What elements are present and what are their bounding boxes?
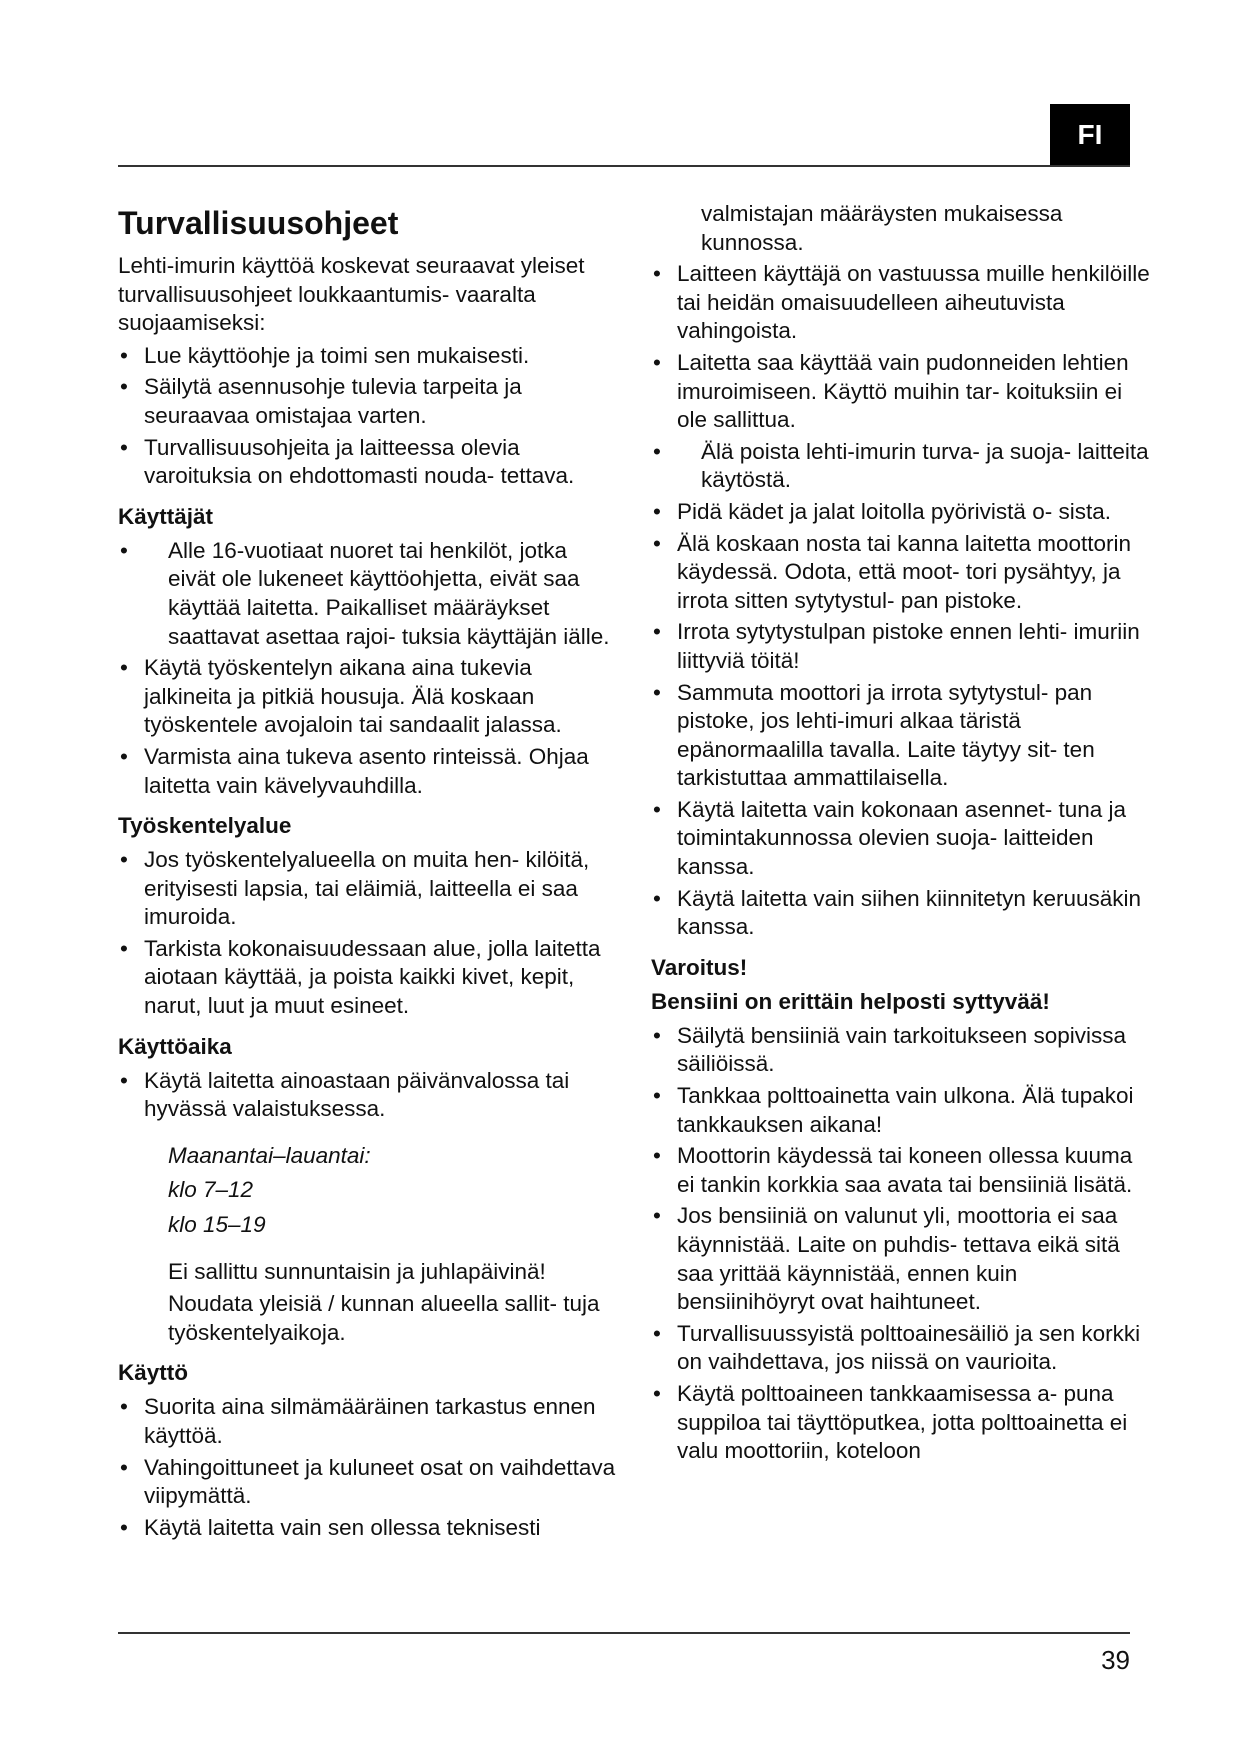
list-item: • Lue käyttöohje ja toimi sen mukaisesti. (118, 342, 618, 371)
use-list-continued (651, 260, 1151, 942)
list-item: • Alle 16-vuotiaat nuoret tai henkilöt, jotka eivät ole lukeneet käyttöohjetta, eivät saa käyttää laitetta. Paikalliset määräykset saattavat asettaa rajoi- tuksia käyttäjän iälle. (118, 537, 618, 651)
bottom-rule (118, 1632, 1130, 1634)
list-item: • Älä poista lehti-imurin turva- ja suoja- laitteita käytöstä. (651, 438, 1151, 495)
schedule-days: Maanantai–lauantai: (168, 1142, 371, 1168)
language-tab: FI (1050, 104, 1130, 166)
time-note-2: Noudata yleisiä / kunnan alueella sallit- tuja työskentelyaikoja. (168, 1291, 600, 1345)
list-item: • Irrota sytytystulpan pistoke ennen lehti- imuriin liittyviä töitä! (651, 618, 1151, 675)
list-item: • Älä koskaan nosta tai kanna laitetta moottorin käydessä. Odota, että moot- tori pysähtyy, ja irrota sitten sytytystul- pan pistoke. (651, 530, 1151, 616)
section-heading-area: Työskentelyalue (118, 813, 292, 839)
list-item: • Suorita aina silmämääräinen tarkastus ennen käyttöä. (118, 1393, 618, 1450)
list-item: • Tankkaa polttoainetta vain ulkona. Älä tupakoi tankkauksen aikana! (651, 1082, 1151, 1139)
warning-heading: Varoitus! (651, 954, 748, 980)
intro-text: Lehti-imurin käyttöä koskevat seuraavat yleiset turvallisuusohjeet loukkaantumis- vaaralta suojaamiseksi: (118, 253, 585, 336)
continuation-text: valmistajan määräysten mukaisessa kunnossa. (701, 201, 1063, 255)
users-list (118, 537, 618, 800)
use-list (118, 1393, 618, 1542)
section-heading-use: Käyttö (118, 1360, 189, 1386)
section-heading-time: Käyttöaika (118, 1033, 232, 1059)
list-item: • Vahingoittuneet ja kuluneet osat on vaihdettava viipymättä. (118, 1454, 618, 1511)
schedule-slot-1: klo 7–12 (168, 1177, 254, 1203)
time-list (118, 1067, 618, 1124)
list-item: • Varmista aina tukeva asento rinteissä. Ohjaa laitetta vain kävelyvauhdilla. (118, 743, 618, 800)
left-column (118, 196, 618, 1546)
top-rule (118, 165, 1130, 167)
list-item: • Jos bensiiniä on valunut yli, moottoria ei saa käynnistää. Laite on puhdis- tettava eikä sitä saa yrittää käynnistää, ennen kuin bensiinihöyryt ovat haihtuneet. (651, 1202, 1151, 1316)
list-item: • Säilytä bensiiniä vain tarkoitukseen sopivissa säiliöissä. (651, 1022, 1151, 1079)
section-heading-users: Käyttäjät (118, 503, 214, 529)
list-item: • Turvallisuusohjeita ja laitteessa olevia varoituksia on ehdottomasti nouda- tettava. (118, 434, 618, 491)
right-column (651, 200, 1151, 1470)
page-title: Turvallisuusohjeet (118, 205, 399, 241)
list-item: • Käytä polttoaineen tankkaamisessa a- puna suppiloa tai täyttöputkea, jotta polttoainetta ei valu moottoriin, koteloon (651, 1380, 1151, 1466)
list-item: • Säilytä asennusohje tulevia tarpeita ja seuraavaa omistajaa varten. (118, 373, 618, 430)
list-item: • Turvallisuussyistä polttoainesäiliö ja sen korkki on vaihdettava, jos niissä on vaurioita. (651, 1320, 1151, 1377)
list-item: • Käytä laitetta ainoastaan päivänvalossa tai hyvässä valaistuksessa. (118, 1067, 618, 1124)
time-note-1: Ei sallittu sunnuntaisin ja juhlapäivinä! (168, 1258, 546, 1284)
list-item: • Sammuta moottori ja irrota sytytystul- pan pistoke, jos lehti-imuri alkaa täristä epänormaalilla tavalla. Laite täytyy sit- ten tarkistuttaa ammattilaisella. (651, 679, 1151, 793)
list-item: • Laitetta saa käyttää vain pudonneiden lehtien imuroimiseen. Käyttö muihin tar- koituksiin ei ole sallittua. (651, 349, 1151, 435)
list-item: • Pidä kädet ja jalat loitolla pyörivistä o- sista. (651, 498, 1151, 527)
list-item: • Tarkista kokonaisuudessaan alue, jolla laitetta aiotaan käyttää, ja poista kaikki kivet, kepit, narut, luut ja muut esineet. (118, 935, 618, 1021)
list-item: • Moottorin käydessä tai koneen ollessa kuuma ei tankin korkkia saa avata tai bensiiniä lisätä. (651, 1142, 1151, 1199)
list-item: • Käytä laitetta vain sen ollessa teknisesti (118, 1514, 618, 1543)
page-number: 39 (1101, 1645, 1130, 1675)
fuel-list (651, 1022, 1151, 1466)
list-item: • Jos työskentelyalueella on muita hen- kilöitä, erityisesti lapsia, tai eläimiä, laitteella ei saa imuroida. (118, 846, 618, 932)
list-item: • Käytä työskentelyn aikana aina tukevia jalkineita ja pitkiä housuja. Älä koskaan työskentele avojaloin tai sandaalit jalassa. (118, 654, 618, 740)
list-item: • Käytä laitetta vain kokonaan asennet- tuna ja toimintakunnossa olevien suoja- laitteiden kanssa. (651, 796, 1151, 882)
area-list (118, 846, 618, 1021)
schedule-slot-2: klo 15–19 (168, 1212, 266, 1238)
intro-list (118, 342, 618, 491)
list-item: • Laitteen käyttäjä on vastuussa muille henkilöille tai heidän omaisuudelleen aiheutuvista vahingoista. (651, 260, 1151, 346)
list-item: • Käytä laitetta vain siihen kiinnitetyn keruusäkin kanssa. (651, 885, 1151, 942)
warning-subheading: Bensiini on erittäin helposti syttyvää! (651, 988, 1050, 1014)
